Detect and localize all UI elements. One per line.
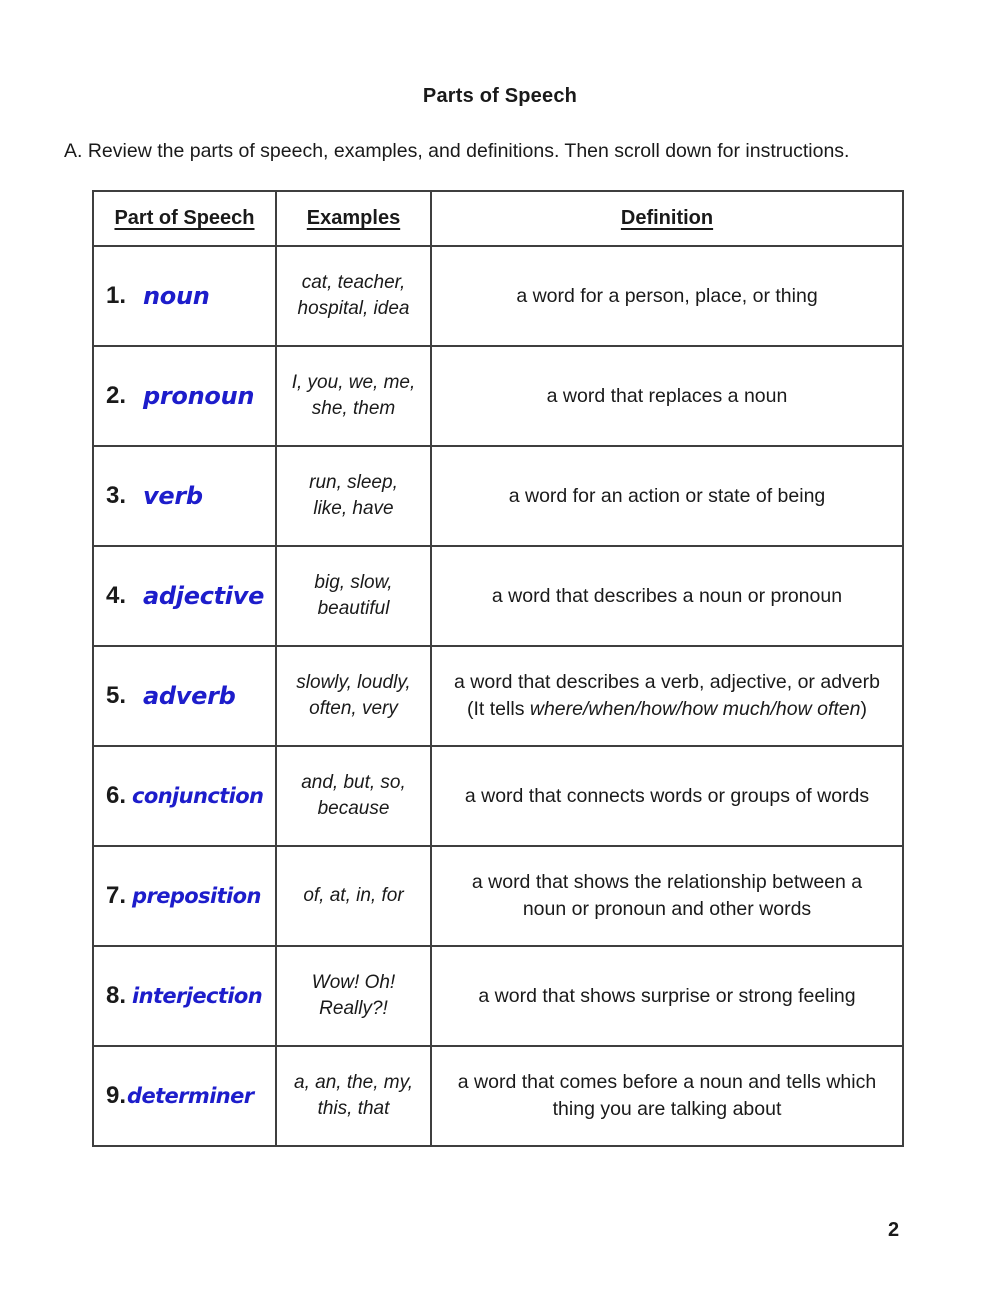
row-number: 7. [106, 882, 127, 909]
definition-line: a word that replaces a noun [546, 384, 788, 407]
part-of-speech-term: pronoun [143, 382, 255, 410]
definition-cell [432, 747, 902, 845]
definition-cell [432, 847, 902, 945]
row-number: 1. [106, 282, 127, 309]
table-row-preposition [94, 847, 902, 947]
definition-line: a word that connects words or groups of words [464, 784, 870, 807]
definition-line [467, 696, 867, 723]
example-line: I, you, we, me, [291, 371, 416, 393]
row-number: 5. [106, 682, 127, 709]
header-definition-label: Definition [620, 207, 714, 229]
row-number: 9. [106, 1082, 127, 1109]
example-line: slowly, loudly, [296, 671, 411, 693]
part-of-speech-cell [94, 647, 277, 745]
example-line: hospital, idea [297, 298, 410, 319]
definition-cell [432, 947, 902, 1045]
definition-paren-close: ) [860, 698, 867, 720]
definition-line: thing you are talking about [552, 1098, 782, 1120]
table-row-pronoun [94, 347, 902, 447]
definition-cell [432, 247, 902, 345]
examples-cell [277, 647, 432, 745]
definition-cell [432, 447, 902, 545]
example-line: Wow! Oh! [311, 971, 396, 993]
table-row-interjection [94, 947, 902, 1047]
examples-cell [277, 847, 432, 945]
definition-cell [432, 347, 902, 445]
definition-paren-italic: where/when/how/how much/how often [529, 698, 861, 720]
instruction-text: A. Review the parts of speech, examples, and definitions. Then scroll down for instructions. [64, 140, 850, 162]
header-examples-label: Examples [306, 207, 401, 229]
example-line: this, that [317, 1098, 390, 1119]
part-of-speech-cell [94, 847, 277, 945]
part-of-speech-term: determiner [127, 1084, 254, 1108]
examples-cell [277, 1047, 432, 1145]
example-line: because [317, 798, 390, 819]
example-line: a, an, the, my, [294, 1071, 413, 1093]
definition-line: a word for an action or state of being [508, 484, 826, 507]
definition-line: a word for a person, place, or thing [516, 284, 818, 307]
row-number: 8. [106, 982, 127, 1009]
definition-line: a word that describes a verb, adjective, or adverb [454, 671, 880, 694]
example-line: big, slow, [314, 571, 393, 593]
part-of-speech-term: adjective [143, 582, 265, 610]
example-line: beautiful [317, 598, 390, 619]
examples-cell [277, 947, 432, 1045]
table-row-verb [94, 447, 902, 547]
definition-line: a word that describes a noun or pronoun [491, 584, 843, 607]
example-line: like, have [313, 498, 394, 519]
part-of-speech-cell [94, 547, 277, 645]
table-row-conjunction [94, 747, 902, 847]
part-of-speech-term: adverb [143, 682, 236, 710]
part-of-speech-cell [94, 447, 277, 545]
header-definition [432, 192, 902, 245]
example-line: often, very [309, 698, 398, 719]
examples-cell [277, 547, 432, 645]
page-number: 2 [888, 1219, 900, 1241]
table-row-determiner [94, 1047, 902, 1145]
examples-cell [277, 247, 432, 345]
parts-of-speech-table [92, 190, 904, 1147]
table-row-adverb [94, 647, 902, 747]
table-row-noun [94, 247, 902, 347]
header-examples [277, 192, 432, 245]
row-number: 3. [106, 482, 127, 509]
part-of-speech-cell [94, 247, 277, 345]
definition-cell [432, 547, 902, 645]
row-number: 6. [106, 782, 127, 809]
definition-cell [432, 647, 902, 745]
definition-line: a word that shows surprise or strong feeling [478, 984, 856, 1007]
example-line: cat, teacher, [301, 271, 406, 293]
part-of-speech-cell [94, 947, 277, 1045]
header-part-of-speech-label: Part of Speech [114, 207, 255, 229]
part-of-speech-cell [94, 747, 277, 845]
row-number: 2. [106, 382, 127, 409]
examples-cell [277, 747, 432, 845]
example-line: she, them [311, 398, 396, 419]
header-part-of-speech [94, 192, 277, 245]
example-line: Really?! [319, 998, 388, 1019]
definition-paren-open: (It tells [467, 698, 530, 720]
definition-line: a word that shows the relationship between a [471, 871, 863, 894]
examples-cell [277, 447, 432, 545]
examples-cell [277, 347, 432, 445]
example-line: and, but, so, [301, 771, 406, 793]
part-of-speech-term: interjection [132, 984, 263, 1008]
example-line: of, at, in, for [303, 884, 404, 906]
table-row-adjective [94, 547, 902, 647]
part-of-speech-term: verb [143, 482, 203, 510]
table-header-row [94, 192, 902, 247]
example-line: run, sleep, [309, 471, 398, 493]
part-of-speech-term: conjunction [132, 784, 264, 808]
definition-line: a word that comes before a noun and tells which [457, 1071, 877, 1094]
page-title: Parts of Speech [422, 85, 578, 107]
definition-cell [432, 1047, 902, 1145]
definition-line: noun or pronoun and other words [522, 898, 812, 920]
part-of-speech-cell [94, 347, 277, 445]
part-of-speech-cell [94, 1047, 277, 1145]
part-of-speech-term: preposition [132, 884, 261, 908]
part-of-speech-term: noun [143, 282, 210, 310]
row-number: 4. [106, 582, 127, 609]
